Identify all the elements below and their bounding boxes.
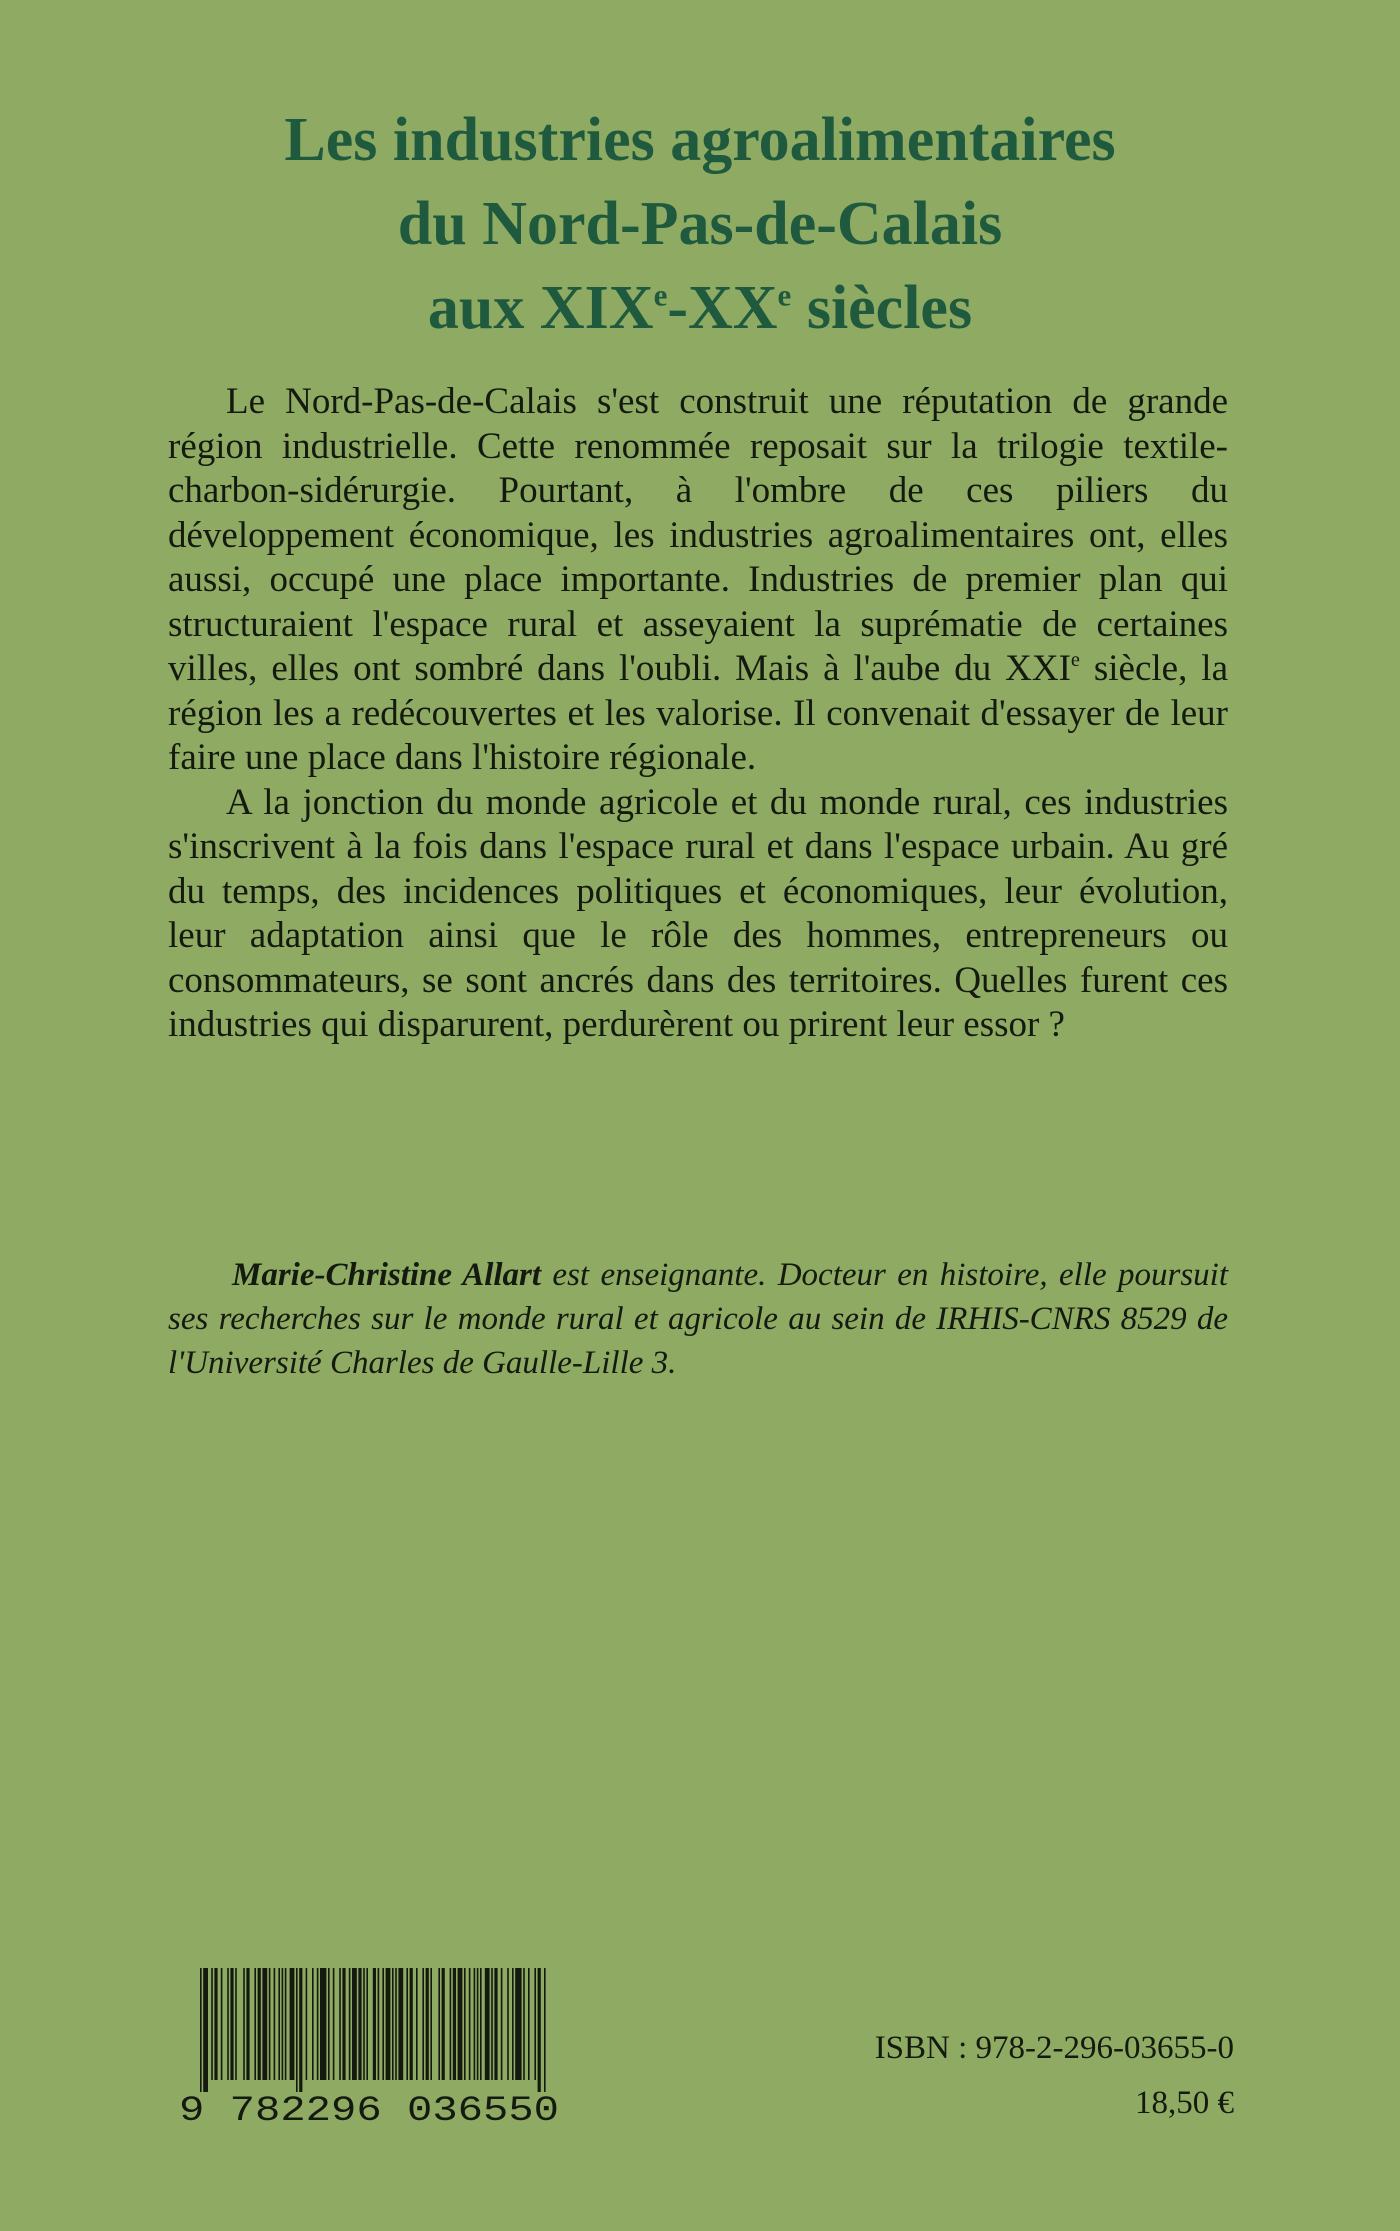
barcode-bar [296,1968,298,2092]
barcode-bar [339,1968,341,2080]
barcode-bar [494,1968,497,2080]
author-bio-text: est enseignante. Docteur en histoire, elle poursuit ses recherches sur le monde rural et agricole au sein de IRHIS-CNRS 8529 de l'Université Charles de Gaulle-Lille 3. [168,1257,1228,1381]
blurb [168,380,1228,1048]
barcode-bar [512,1968,514,2080]
barcode-bar [299,1968,302,2092]
barcode-bar [274,1968,276,2080]
title-line-3-part-c: siècles [791,274,973,342]
barcode-bar [373,1968,376,2080]
blurb-paragraph-2: A la jonction du monde agricole et du monde rural, ces industries s'inscrivent à la fois dans l'espace rural et dans l'espace urbain. Au gré du temps, des incidences politiques et économiques, leur évolution, leur adaptation ainsi que le rôle des hommes, entrepreneurs ou consommateurs, se sont ancrés dans des territoires. Quelles furent ces industries qui disparurent, perdurèrent ou prirent leur essor ? [168,781,1228,1045]
barcode-bar [410,1968,413,2080]
book-title [0,98,1400,350]
barcode-bar [333,1968,335,2080]
barcode-bar [480,1968,482,2080]
blurb-paragraph-1 [168,380,1228,781]
barcode-bar [235,1968,237,2080]
barcode-bar [317,1968,319,2080]
barcode-bar [203,1968,208,2092]
barcode-bar [450,1968,452,2080]
barcode-bar [416,1968,418,2080]
barcode-bar [469,1968,471,2080]
barcode-bar [515,1968,521,2080]
barcode-bar [378,1968,380,2080]
barcode-bar [534,1968,536,2080]
barcode-bar [290,1968,295,2080]
barcode-bar [438,1968,440,2080]
barcode-bar [221,1968,223,2080]
title-line-3 [0,266,1400,350]
title-superscript-2: e [777,277,792,313]
barcode-bar [285,1968,287,2080]
barcode-bar [458,1968,463,2080]
barcode-bar [312,1968,314,2080]
barcode-bar [453,1968,456,2080]
title-superscript-1: e [653,277,668,313]
title-line-3-part-b: -XX [667,274,778,342]
barcode-bar [254,1968,256,2080]
barcode-bar [430,1968,432,2080]
barcode-bar [328,1968,330,2080]
barcode-bar [230,1968,233,2080]
barcode-bar [523,1968,525,2080]
barcode-bar [442,1968,445,2080]
barcode-bar [538,1968,541,2092]
title-line-2: du Nord-Pas-de-Calais [397,190,1003,258]
barcode-bar [349,1968,351,2080]
title-line-1: Les industries agroalimentaires [284,106,1116,174]
barcode-bar [211,1968,213,2080]
barcode-bar [200,1968,202,2092]
barcode-graphic [176,1968,562,2124]
barcode [176,1968,562,2124]
barcode-bar [406,1968,408,2080]
barcode-bar [382,1968,384,2080]
barcode-bar [422,1968,424,2080]
barcode-bar [306,1968,308,2080]
barcode-bar [366,1968,368,2080]
barcode-bar [395,1968,397,2080]
blurb-p1-part-b: siècle, la région les a redécouvertes et les valorise. Il convenait d'essayer de leur faire une place dans l'histoire régionale. [168,648,1229,778]
barcode-bar [464,1968,466,2080]
barcode-bar [398,1968,403,2080]
barcode-bar [352,1968,357,2080]
barcode-bar [528,1968,530,2080]
blurb-p1-superscript: e [1070,648,1080,671]
barcode-bar [386,1968,391,2080]
barcode-bar [258,1968,261,2080]
barcode-bar [358,1968,361,2080]
barcode-bar [485,1968,490,2080]
author-name: Marie-Christine Allart [232,1257,542,1293]
barcode-bar [426,1968,429,2080]
barcode-bar [363,1968,365,2080]
barcode-bar [214,1968,217,2080]
isbn: ISBN : 978-2-296-03655-0 [874,2030,1234,2066]
title-line-3-part-a: aux XIX [427,274,654,342]
blurb-p1-part-a: Le Nord-Pas-de-Calais s'est construit une réputation de grande région industrielle. Cette renommée reposait sur la trilogie textile-charbon-sidérurgie. Pourtant, à l'ombre de ces piliers du développement économique, les industries agroalimentaires ont, elles aussi, occupé une place importante. Industries de premier plan qui structuraient l'espace rural et asseyaient la suprématie de certaines villes, elles ont sombré dans l'oubli. Mais à l'aube du XXI [168,381,1228,689]
barcode-bar [544,1968,546,2092]
barcode-bar [320,1968,326,2080]
price: 18,50 € [1135,2085,1234,2121]
barcode-bar [246,1968,249,2080]
barcode-bar [392,1968,394,2080]
barcode-digits: 9 782296 036550 [179,2091,559,2124]
barcode-bar [491,1968,493,2080]
barcode-bar [262,1968,267,2080]
barcode-bar [501,1968,503,2080]
barcode-bar [269,1968,271,2080]
barcode-bar [282,1968,284,2080]
barcode-bar [474,1968,476,2080]
author-bio [168,1253,1228,1385]
barcode-bar [227,1968,229,2080]
barcode-bar [243,1968,245,2080]
barcode-bar [342,1968,345,2080]
barcode-bar [477,1968,479,2080]
barcode-bar [278,1968,280,2080]
barcode-bar [507,1968,509,2080]
barcode-bars [200,1968,546,2092]
